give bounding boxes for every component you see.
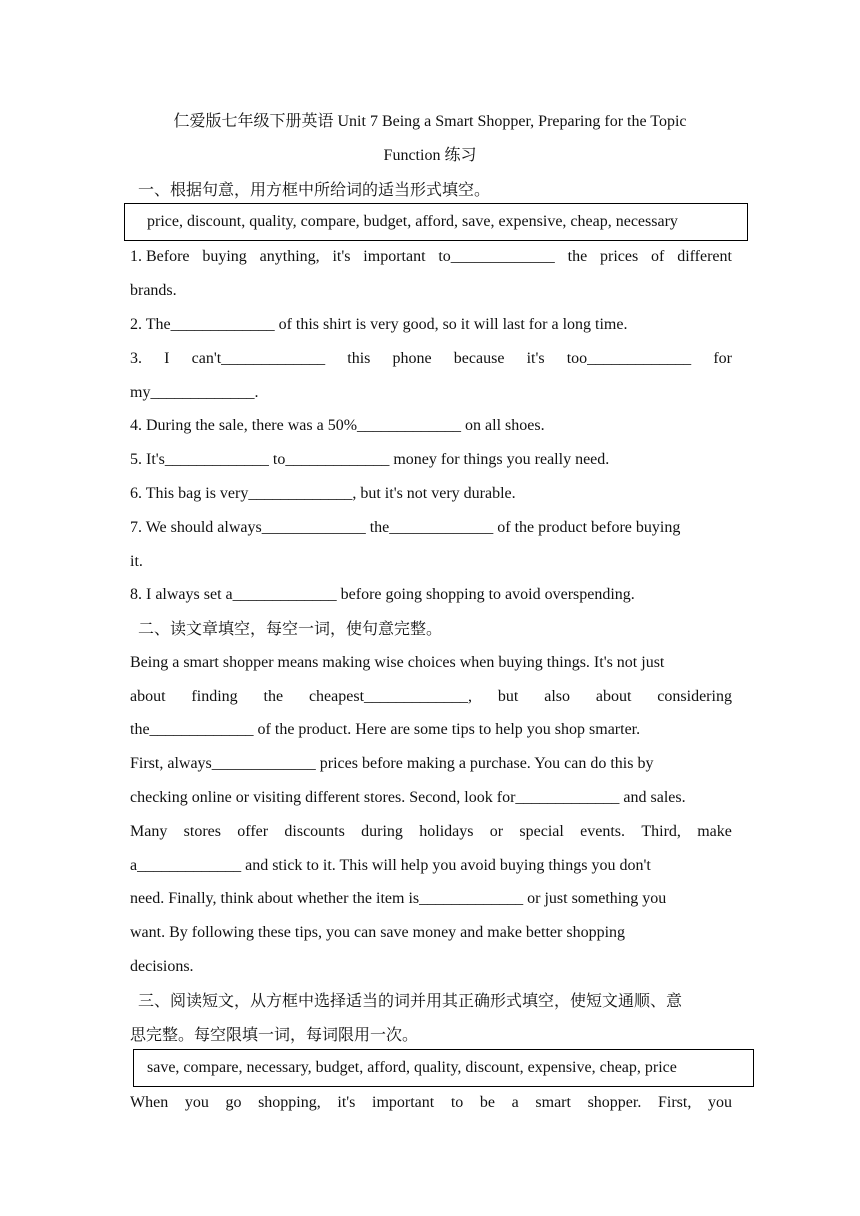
- q7-line1: 7. We should always_____________ the_____________ of the product before buying: [130, 519, 681, 536]
- word: you: [184, 1094, 209, 1111]
- word: 1. Before: [130, 248, 190, 265]
- q7-line2: it.: [130, 553, 143, 570]
- section1-word-box: [124, 203, 748, 241]
- passage2-line7: a_____________ and stick to it. This will help you avoid buying things you don't: [130, 857, 651, 874]
- section3-heading-line1: 三、阅读短文，从方框中选择适当的词并用其正确形式填空，使短文通顺、意: [138, 991, 683, 1010]
- passage2-line8: need. Finally, think about whether the item is_____________ or just something you: [130, 890, 667, 907]
- section3-heading-line2: 思完整。每空限填一词，每词限用一次。: [130, 1025, 419, 1044]
- word: for: [713, 350, 732, 367]
- word: but: [497, 688, 519, 705]
- q1-line1: [130, 247, 732, 267]
- word: buying: [202, 248, 247, 265]
- word: I: [164, 350, 170, 367]
- q4: 4. During the sale, there was a 50%_____________ on all shoes.: [130, 417, 545, 434]
- word: to: [450, 1094, 464, 1111]
- section1-heading: 一、根据句意，用方框中所给词的适当形式填空。: [138, 180, 491, 199]
- word: be: [479, 1094, 496, 1111]
- passage2-line3: the_____________ of the product. Here are some tips to help you shop smarter.: [130, 721, 641, 738]
- q8: 8. I always set a_____________ before going shopping to avoid overspending.: [130, 586, 635, 603]
- word: make: [697, 823, 732, 840]
- passage3-line1: [130, 1093, 732, 1113]
- word: the: [567, 248, 588, 265]
- word: of: [651, 248, 665, 265]
- word: it's: [332, 248, 351, 265]
- word: too_____________: [566, 350, 692, 367]
- word: because: [453, 350, 505, 367]
- word: shopper.: [587, 1094, 642, 1111]
- word: prices: [600, 248, 639, 265]
- word: events.: [580, 823, 626, 840]
- word: discounts: [284, 823, 345, 840]
- q3-line1: [130, 349, 732, 369]
- doc-title-line1: 仁爱版七年级下册英语 Unit 7 Being a Smart Shopper, Preparing for the Topic: [173, 113, 687, 130]
- q5: 5. It's_____________ to_____________ money for things you really need.: [130, 451, 610, 468]
- word: can't_____________: [191, 350, 326, 367]
- section1-word-list: price, discount, quality, compare, budget, afford, save, expensive, cheap, necessary: [147, 213, 678, 230]
- passage2-line9: want. By following these tips, you can save money and make better shopping: [130, 924, 626, 941]
- word: or: [489, 823, 504, 840]
- word: shopping,: [258, 1094, 321, 1111]
- word: it's: [526, 350, 545, 367]
- word: Third,: [641, 823, 681, 840]
- q1-line2: brands.: [130, 282, 177, 299]
- word: go: [225, 1094, 242, 1111]
- word: important: [363, 248, 426, 265]
- word: about: [130, 688, 166, 705]
- section2-heading: 二、读文章填空，每空一词，使句意完整。: [138, 619, 443, 638]
- word: a: [511, 1094, 519, 1111]
- word: smart: [535, 1094, 571, 1111]
- word: this: [347, 350, 371, 367]
- word: offer: [237, 823, 269, 840]
- word: about: [595, 688, 632, 705]
- q6: 6. This bag is very_____________, but it's not very durable.: [130, 485, 516, 502]
- word: special: [519, 823, 564, 840]
- word: anything,: [259, 248, 320, 265]
- section3-word-box: [133, 1049, 754, 1087]
- word: When: [130, 1094, 169, 1111]
- word: different: [677, 248, 732, 265]
- word: First,: [657, 1094, 692, 1111]
- doc-title-line2: Function 练习: [383, 147, 477, 164]
- word: considering: [657, 688, 732, 705]
- passage2-line10: decisions.: [130, 958, 194, 975]
- q3-line2: my_____________.: [130, 384, 259, 401]
- passage2-line1: Being a smart shopper means making wise choices when buying things. It's not just: [130, 654, 665, 671]
- passage2-line6: [130, 822, 732, 842]
- word: you: [707, 1094, 732, 1111]
- word: holidays: [419, 823, 474, 840]
- word: it's: [337, 1094, 356, 1111]
- word: 3.: [130, 350, 142, 367]
- passage2-line4: First, always_____________ prices before making a purchase. You can do this by: [130, 755, 654, 772]
- word: finding: [191, 688, 238, 705]
- word: Many: [130, 823, 168, 840]
- word: cheapest_____________,: [308, 688, 473, 705]
- section3-word-list: save, compare, necessary, budget, afford, quality, discount, expensive, cheap, price: [147, 1059, 677, 1076]
- passage2-line2: [130, 687, 732, 707]
- word: phone: [392, 350, 432, 367]
- q2: 2. The_____________ of this shirt is very good, so it will last for a long time.: [130, 316, 628, 333]
- word: stores: [183, 823, 221, 840]
- word: also: [544, 688, 570, 705]
- word: the: [263, 688, 284, 705]
- word: during: [361, 823, 403, 840]
- word: to_____________: [438, 248, 555, 265]
- word: important: [372, 1094, 435, 1111]
- passage2-line5: checking online or visiting different stores. Second, look for_____________ and sales.: [130, 789, 686, 806]
